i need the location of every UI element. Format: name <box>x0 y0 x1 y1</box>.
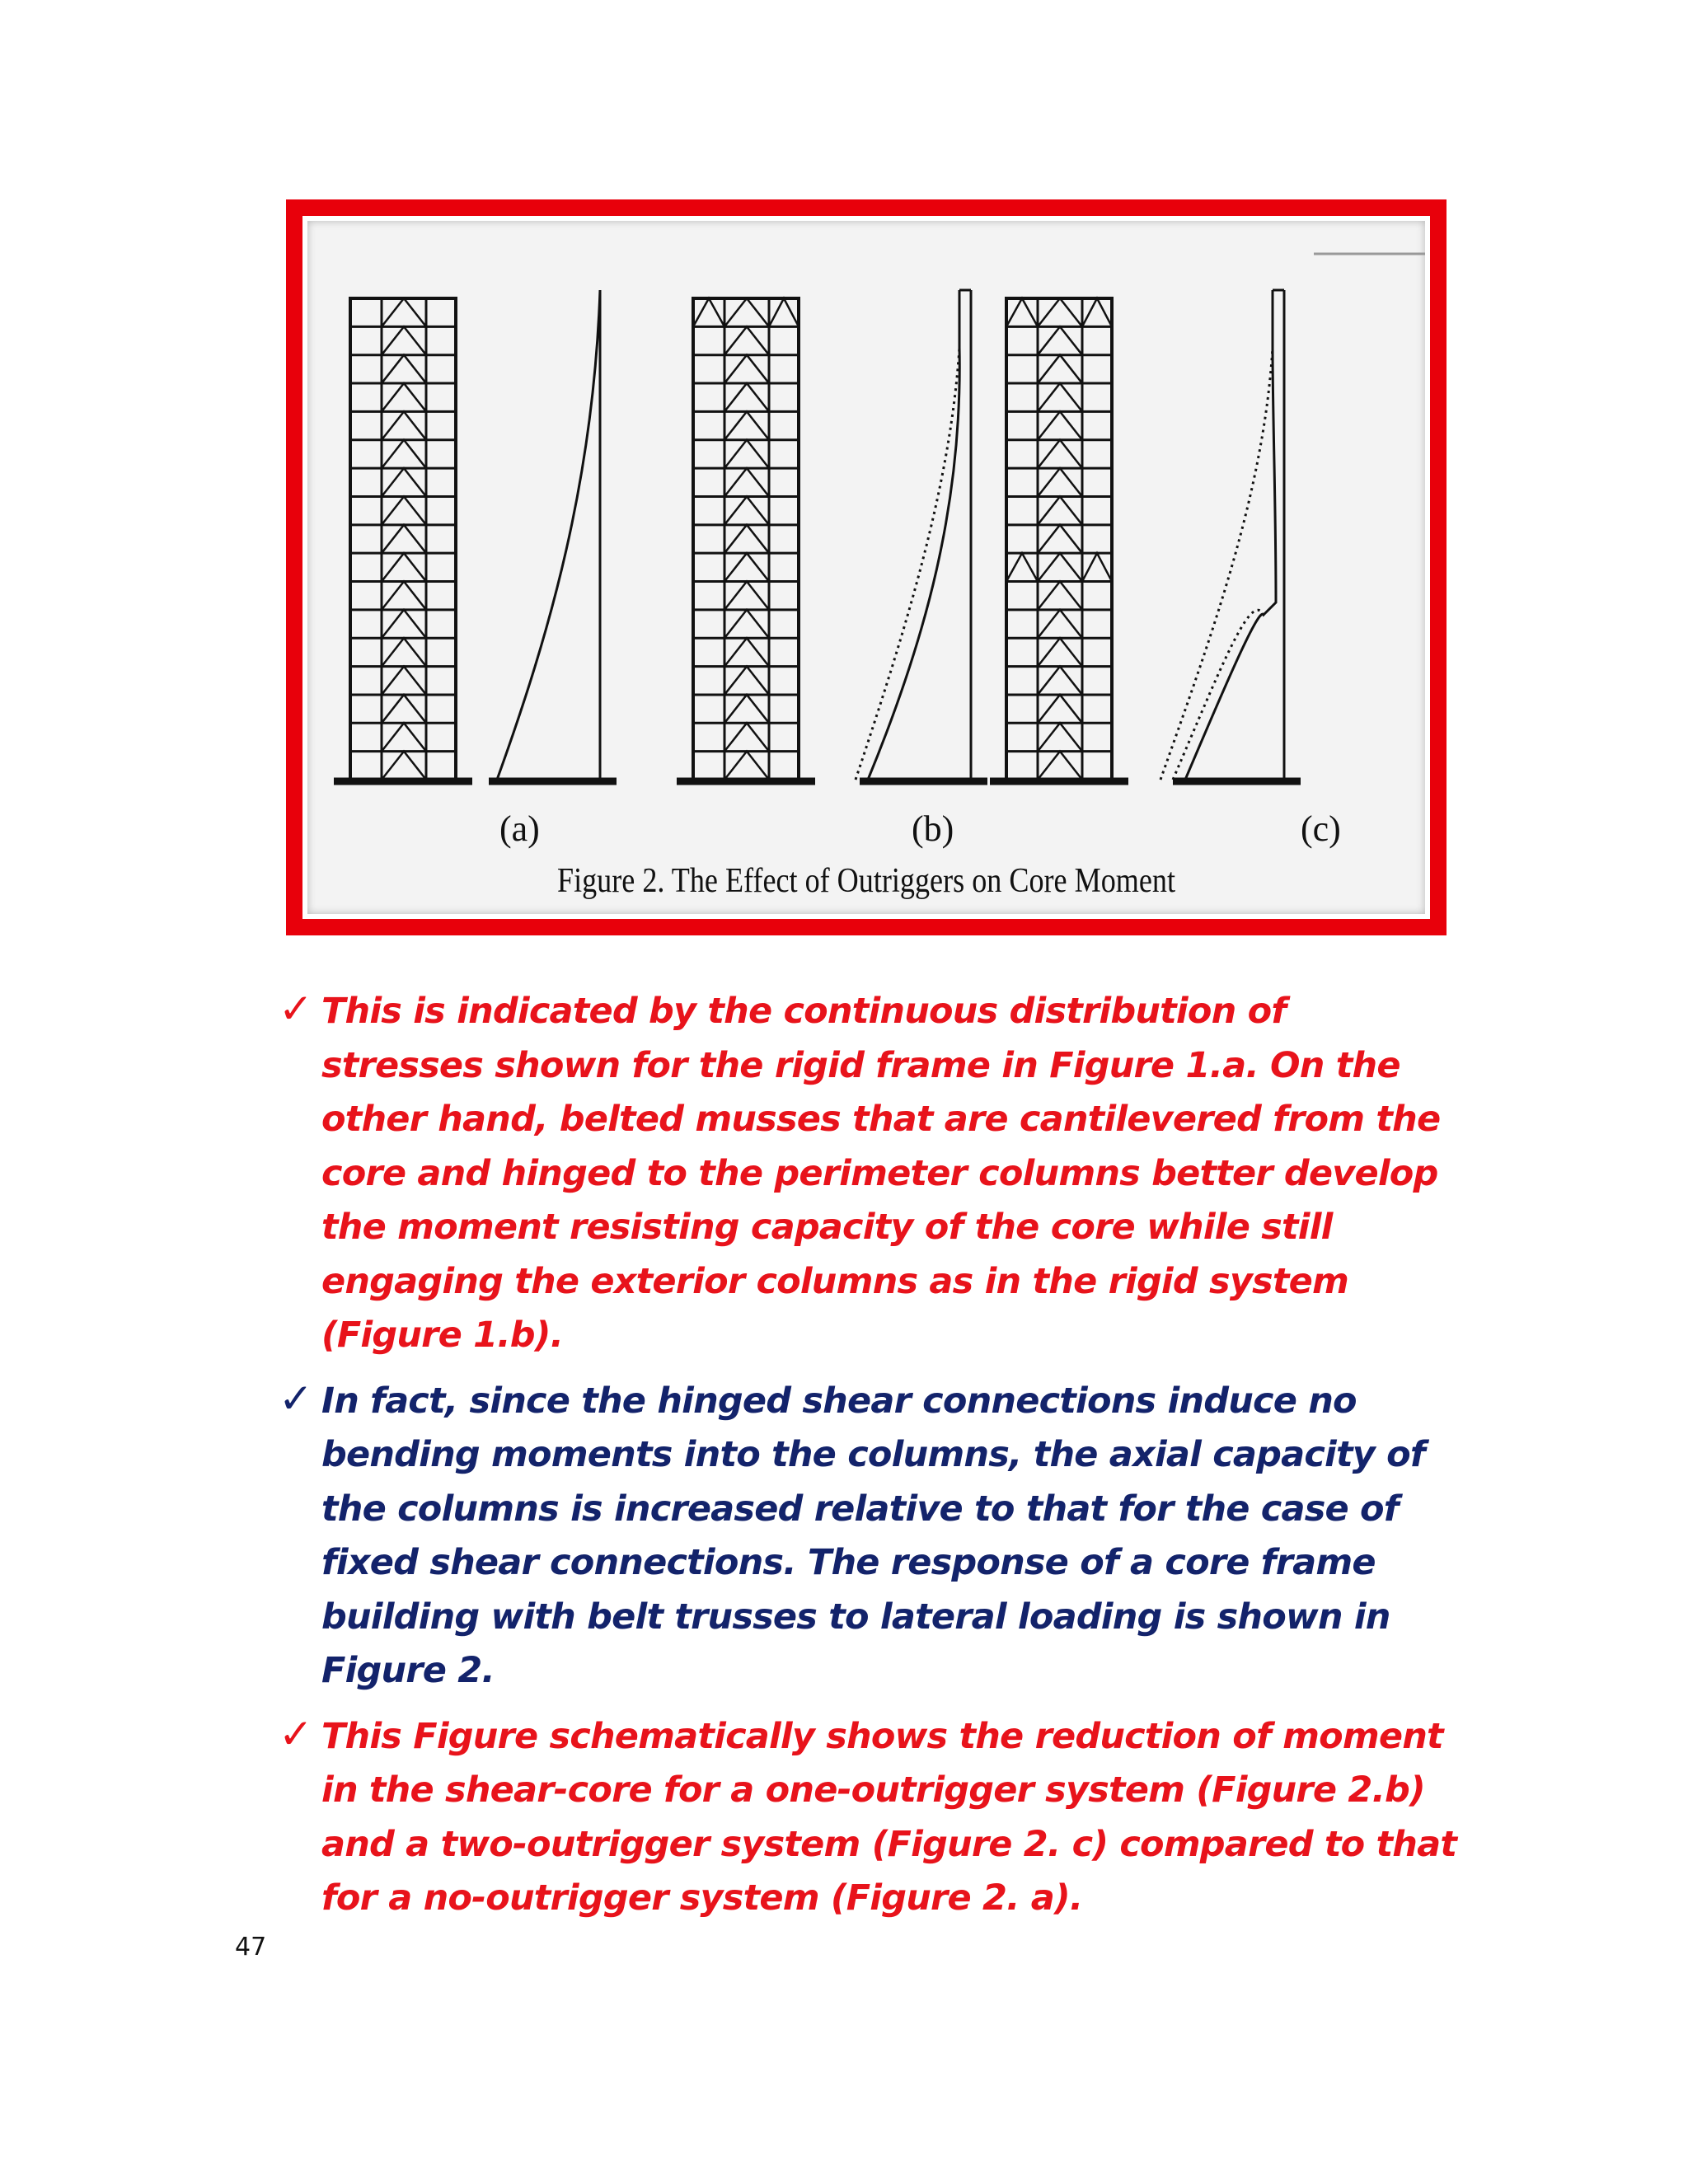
frame-member <box>724 752 769 780</box>
building-frame <box>990 298 1128 781</box>
frame-member <box>382 695 426 723</box>
frame-member <box>382 553 426 581</box>
bullet-text: This Figure schematically shows the reduction of moment in the shear-core for a one-outrigger system (Figure 2.b) and a two-outrigger system (Figure 2. c) compared to that for a no-outrigger system (Figure 2. a). <box>321 1715 1457 1919</box>
frame-member <box>382 638 426 666</box>
frame-member <box>382 723 426 751</box>
frame-member <box>1038 723 1082 751</box>
frame-member <box>382 383 426 411</box>
frame-member <box>769 298 799 326</box>
frame-member <box>382 525 426 553</box>
frame-member <box>1006 298 1038 326</box>
frame-member <box>1038 610 1082 638</box>
moment-curve <box>497 290 600 780</box>
frame-member <box>724 496 769 524</box>
building-frame <box>334 298 472 781</box>
frame-member <box>1038 638 1082 666</box>
frame-member <box>724 468 769 496</box>
frame-outline <box>350 298 456 780</box>
bullet-item <box>279 1375 1457 1699</box>
frame-member <box>1038 298 1082 326</box>
figure-panel <box>302 216 1430 919</box>
moment-curve <box>1185 348 1276 780</box>
frame-member <box>382 298 426 326</box>
frame-member <box>724 355 769 383</box>
frame-member <box>724 440 769 468</box>
moment-curve-dotted <box>1160 348 1273 780</box>
frame-member <box>382 326 426 354</box>
frame-member <box>724 723 769 751</box>
frame-member <box>382 468 426 496</box>
frame-member <box>1038 355 1082 383</box>
frame-member <box>724 610 769 638</box>
frame-member <box>382 411 426 439</box>
frame-member <box>724 383 769 411</box>
frame-outline <box>1006 298 1112 780</box>
frame-member <box>724 582 769 610</box>
frame-member <box>382 610 426 638</box>
frame-member <box>1038 383 1082 411</box>
frame-member <box>1082 298 1112 326</box>
frame-member <box>693 298 724 326</box>
frame-member <box>724 695 769 723</box>
bullet-text: This is indicated by the continuous distribution of stresses shown for the rigid frame in Figure 1.a. On the other hand, belted musses that are cantilevered from the core and hinged to the perimeter columns better develop the moment resisting capacity of the core while still engaging the exterior columns as in the rigid system (Figure 1.b). <box>321 991 1441 1356</box>
frame-member <box>1038 411 1082 439</box>
label-c: (c) <box>1301 808 1341 849</box>
frame-member <box>382 582 426 610</box>
frame-member <box>724 298 769 326</box>
checkmark-icon: ✓ <box>279 1709 313 1758</box>
bullet-item <box>279 985 1457 1363</box>
frame-member <box>1082 553 1112 581</box>
page-number: 47 <box>235 1933 267 1961</box>
label-a: (a) <box>499 808 540 849</box>
checkmark-icon: ✓ <box>279 985 313 1033</box>
frame-member <box>1038 553 1082 581</box>
frame-member <box>724 667 769 695</box>
frame-member <box>382 355 426 383</box>
bullet-item <box>279 1710 1457 1926</box>
frame-member <box>724 411 769 439</box>
frame-member <box>1038 326 1082 354</box>
frame-member <box>382 496 426 524</box>
frame-member <box>724 525 769 553</box>
bullet-text: In fact, since the hinged shear connections induce no bending moments into the columns, the axial capacity of the columns is increased relative to that for the case of fixed shear connections. The response of a core frame building with belt trusses to lateral loading is shown in Figure 2. <box>321 1380 1425 1691</box>
label-b: (b) <box>912 808 954 849</box>
frame-member <box>382 752 426 780</box>
moment-curve <box>868 348 959 780</box>
frame-member <box>1038 695 1082 723</box>
frame-member <box>382 440 426 468</box>
figure-caption: Figure 2. The Effect of Outriggers on Core Moment <box>556 862 1176 900</box>
frame-member <box>1038 582 1082 610</box>
frame-member <box>724 638 769 666</box>
frame-member <box>1038 496 1082 524</box>
frame-member <box>724 326 769 354</box>
frame-member <box>1006 553 1038 581</box>
frame-member <box>1038 468 1082 496</box>
frame-member <box>1038 440 1082 468</box>
frame-member <box>382 667 426 695</box>
frame-member <box>724 553 769 581</box>
moment-curve-dotted <box>856 348 959 780</box>
building-frame <box>677 298 815 781</box>
figure-frame <box>286 199 1447 935</box>
frame-member <box>1038 752 1082 780</box>
outrigger-diagram <box>307 221 1425 914</box>
checkmark-icon: ✓ <box>279 1374 313 1422</box>
frame-member <box>1038 667 1082 695</box>
bullet-list <box>279 985 1457 1926</box>
frame-member <box>1038 525 1082 553</box>
frame-outline <box>693 298 799 780</box>
